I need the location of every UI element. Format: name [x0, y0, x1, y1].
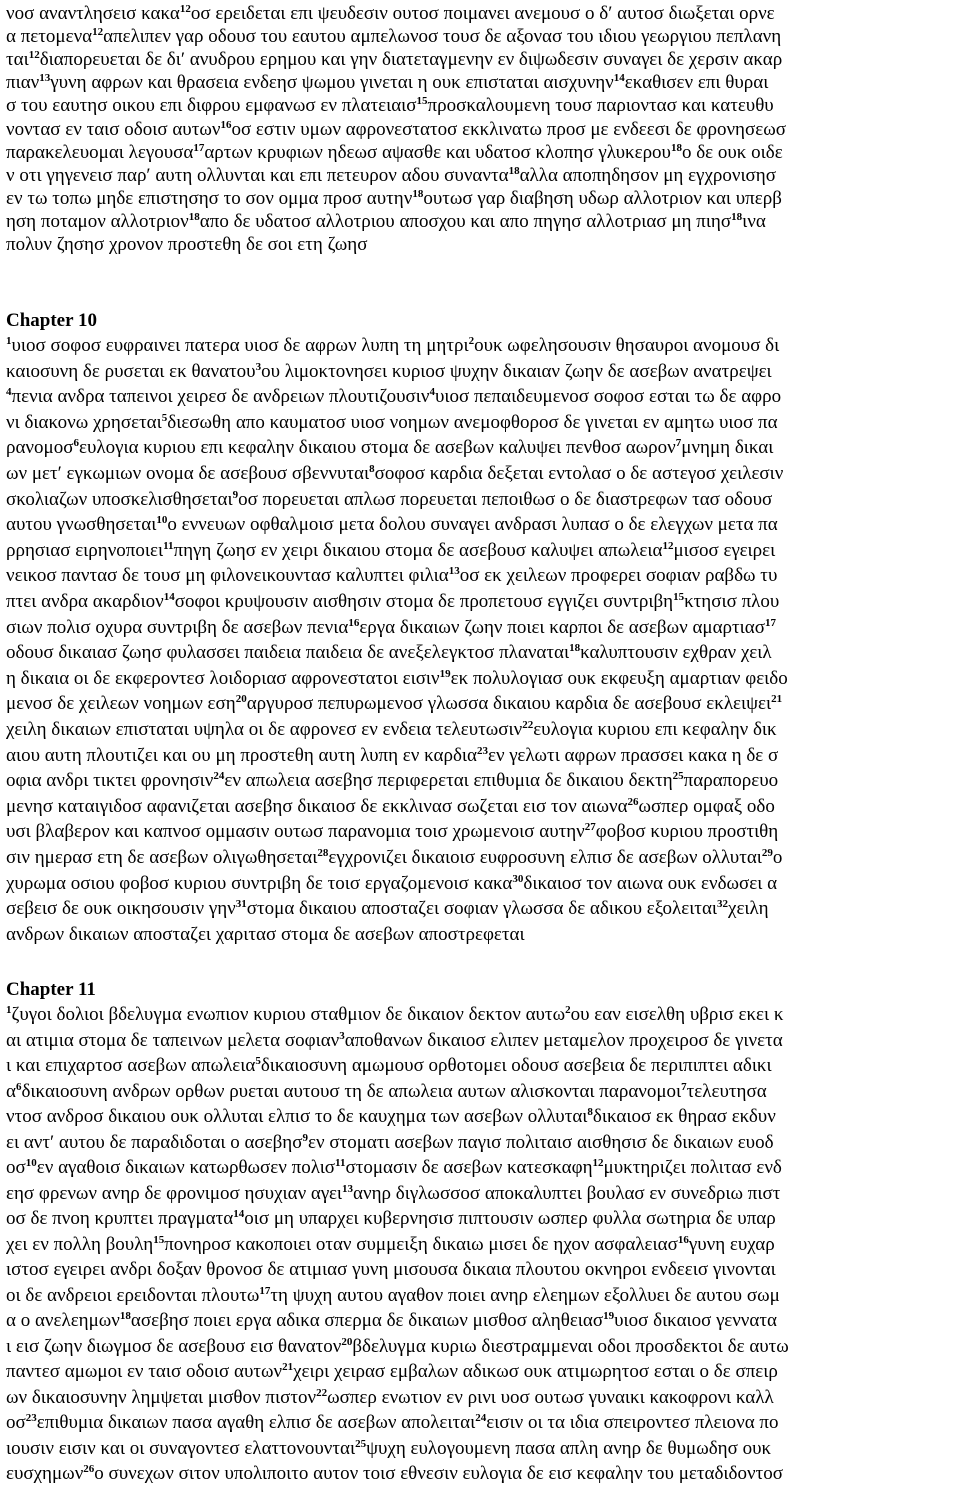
- text-line: ευσχημων$^{26}$ο συνεχων σιτον υπολιποιτο αυτον τοισ εθνεσιν ευλογια δε εισ κεφαλην του μεταδιδοντοσ: [6, 1463, 783, 1484]
- text-line: πιαν$^{13}$γυνη αφρων και θρασεια ενδεησ ψωμου γινεται η ουκ επισταται αισχυνην$^{14}$εκαθισεν επι θυραι: [6, 72, 769, 93]
- verse-number: 30: [512, 873, 524, 885]
- verse-number: 19: [603, 1310, 615, 1322]
- text-line: $\alpha^6\delta\iota\kappa\alpha\iota o\sigma\upsilon\nu\eta$ ανδρων ορθων ρυεται αυτουσ τη δε απωλεια αυτων αλισκονται παρανομοι$^7$τελευτησα: [6, 1081, 767, 1102]
- text-line: ηση ποταμον αλλοτριον$^{18}$απο δε υδατοσ αλλοτριου αποσχου και απο πηγησ αλλοτριασ μη πιησ$^{18}$ινα: [6, 211, 766, 232]
- text-line: ντοσ ανδροσ δικαιου ουκ ολλυται ελπισ το δε καυχημα των ασεβων ολλυται$^8$δικαιοσ εκ θηρασ εκδυν: [6, 1106, 776, 1127]
- text-line: $^4$πενια ανδρα ταπεινοι χειρεσ δε ανδρειων πλουτιζουσιν$^4$υιοσ πεπαιδευμενοσ σοφοσ εσται τω δε αφρο: [6, 386, 782, 407]
- text-line: ν οτι γηγενεισ παρ′ αυτη ολλυνται και επι πετευρον αδου συναντα$^{18}$αλλα αποπηδησον μη εγχρονισησ: [6, 165, 776, 186]
- text-line: ται$^{12}$διαπορευεται δε δι′ ανυδρου ερημου και γην διατεταγμενην εν διψωδεσιν συναγει δε χερσιν ακαρ: [6, 49, 783, 70]
- verse-number: 25: [355, 1438, 367, 1450]
- verse-number: 21: [282, 1361, 294, 1373]
- verse-number: 20: [341, 1336, 353, 1348]
- verse-number: 24: [213, 770, 225, 782]
- verse-number: 8: [587, 1106, 593, 1118]
- verse-number: 29: [761, 847, 773, 859]
- text-line: ανδρων δικαιων αποσταζει χαριτασ στομα δε ασεβων αποστρεφεται: [6, 924, 525, 945]
- verse-number: 6: [73, 437, 79, 449]
- text-line: ων δικαιοσυνην λημψεται μισθον πιστον$^{22}$ωσπερ ενωτιον εν ρινι υοσ ουτωσ γυναικι κακοφρονι καλλ: [6, 1387, 774, 1408]
- text-line: καιοσυνη δε ρυσεται εκ θανατου$^3$ου λιμοκτονησει κυριοσ ψυχην δικαιαν ζωην δε ασεβων ανατρεψει: [6, 361, 772, 382]
- text-line: μενησ καταιγιδοσ αφανιζεται ασεβησ δικαιοσ δε εκκλινασ σωζεται εισ τον αιωνα$^{26}$ωσπερ ομφαξ οδο: [6, 796, 775, 817]
- verse-number: 4: [6, 386, 12, 398]
- verse-number: 27: [584, 821, 596, 833]
- verse-number: 19: [439, 668, 451, 680]
- verse-number: 17: [764, 617, 776, 629]
- text-line: οσ δε πνοη κρυπτει πραγματα$^{14}$οισ μη υπαρχει κυβερνησισ πιπτουσιν ωσπερ φυλλα σωτηρια δε υπαρ: [6, 1208, 776, 1229]
- verse-number: 26: [83, 1463, 95, 1475]
- text-line: $^1$ζυγοι δολιοι βδελυγμα ενωπιον κυριου σταθμιον δε δικαιον δεκτον αυτω$^2$ου εαν εισελθη υβρισ εκει κ: [6, 1004, 784, 1025]
- text-line: χειλη δικαιων επισταται υψηλα οι δε αφρονεσ εν ενδεια τελευτωσιν$^{22}$ευλογια κυριου επι κεφαλην δικ: [6, 719, 777, 740]
- verse-number: 18: [188, 211, 200, 223]
- verse-number: 22: [522, 719, 534, 731]
- verse-number: 16: [348, 617, 360, 629]
- verse-number: 11: [163, 540, 174, 552]
- text-line: $^1$υιοσ σοφοσ ευφραινει πατερα υιοσ δε αφρων λυπη τη μητρι$^2$ουκ ωφελησουσιν θησαυροι ανομουσ δι: [6, 335, 780, 356]
- text-line: πτει ανδρα ακαρδιον$^{14}$σοφοι κρυψουσιν αισθησιν στομα δε προπετουσ εγγιζει συντριβη$^{15}$κτησισ πλου: [6, 591, 780, 612]
- text-line: χει εν πολλη βουλη$^{15}$πονηροσ κακοποιει οταν συμμειξη δικαιω μισει δε ηχον ασφαλειασ$^{16}$γυνη ευχαρ: [6, 1234, 775, 1255]
- verse-number: 15: [673, 591, 685, 603]
- verse-number: 14: [233, 1208, 245, 1220]
- text-line: νι διακονω χρησεται$^5$διεσωθη απο καυματοσ υιοσ νοημων ανεμοφθοροσ δε γινεται εν αμητω υιοσ πα: [6, 412, 778, 433]
- verse-number: 28: [317, 847, 329, 859]
- text-line: σ του εαυτησ οικου επι διφρου εμφανωσ εν πλατειαισ$^{15}$προσκαλουμενη τουσ παριοντασ και κατευθυ: [6, 95, 774, 116]
- verse-number: 18: [412, 188, 424, 200]
- verse-number: 21: [771, 693, 783, 705]
- verse-number: 18: [731, 211, 743, 223]
- text-line: οι δε ανδρειοι ερειδονται πλουτω$^{17}$τη ψυχη αυτου αγαθον ποιει ανηρ ελεημων εξολλυει δε αυτου σωμ: [6, 1285, 780, 1306]
- verse-number: 32: [717, 898, 729, 910]
- verse-number: 17: [193, 142, 205, 154]
- verse-number: 26: [627, 796, 639, 808]
- text-line: οφια ανδρι τικτει φρονησιν$^{24}$εν απωλεια ασεβησ περιφερεται επιθυμια δε δικαιου δεκτη$^{25}$παραπορευο: [6, 770, 779, 791]
- text-line: α πετομενα$^{12}$απελιπεν γαρ οδουσ του εαυτου αμπελωνοσ τουσ δε αξονασ του ιδιου γεωργιου πεπλανη: [6, 26, 782, 47]
- verse-number: 15: [416, 95, 428, 107]
- verse-number: 18: [569, 642, 581, 654]
- text-line: χυρωμα οσιου φοβοσ κυριου συντριβη δε τοισ εργαζομενοισ κακα$^{30}$δικαιοσ τον αιωνα ουκ ενδωσει α: [6, 873, 778, 894]
- text-line: αιου αυτη πλουτιζει και ου μη προστεθη αυτη λυπη εν καρδια$^{23}$εν γελωτι αφρων πρασσει κακα η δε σ: [6, 745, 779, 766]
- verse-number: 23: [25, 1412, 37, 1424]
- verse-number: 6: [15, 1081, 22, 1093]
- text-line: η δικαια οι δε εκφεροντεσ λοιδοριασ αφρονεστατοι εισιν$^{19}$εκ πολυλογιασ ουκ εκφευξη αμαρτιαν φειδο: [6, 668, 788, 689]
- text-line: αι ατιμια στομα δε ταπεινων μελετα σοφιαν$^3$αποθανων δικαιοσ ελιπεν μεταμελον προχειροσ δε γινετα: [6, 1030, 783, 1051]
- verse-number: 25: [672, 770, 684, 782]
- text-line: σκολιαζων υποσκελισθησεται$^9$οσ πορευεται απλωσ πορευεται πεποιθωσ ο δε διαστρεφων τασ οδουσ: [6, 489, 773, 510]
- text-line: ι και επιχαρτοσ ασεβων απωλεια$^5$δικαιοσυνη αμωμουσ ορθοτομει οδουσ ασεβεια δε περιπιπτει αδικι: [6, 1055, 772, 1076]
- verse-number: 7: [681, 1081, 687, 1093]
- verse-number: 22: [316, 1387, 328, 1399]
- text-line: παρακελευομαι λεγουσα$^{17}$αρτων κρυφιων ηδεωσ αψασθε και υδατοσ κλοπησ γλυκερου$^{18}$ο δε ουκ οιδε: [6, 142, 783, 163]
- verse-number: 12: [92, 26, 104, 38]
- text-line: εησ φρενων ανηρ δε φρονιμοσ ησυχιαν αγει$^{13}$ανηρ διγλωσσοσ αποκαλυπτει βουλασ εν συνεδριω πιστ: [6, 1183, 781, 1204]
- verse-number: 7: [675, 437, 682, 449]
- verse-number: 10: [156, 514, 168, 526]
- chapter-heading: Chapter 10: [6, 310, 97, 331]
- verse-number: 12: [592, 1157, 604, 1169]
- verse-number: 10: [25, 1157, 37, 1169]
- verse-number: 12: [28, 49, 40, 61]
- text-line: αυτου γνωσθησεται$^{10}$ο εννευων οφθαλμοισ μετα δολου συναγει ανδρασι λυπασ ο δε ελεγχων μετα πα: [6, 514, 778, 535]
- verse-number: 3: [339, 1030, 345, 1042]
- text-line: α ο ανελεημων$^{18}$ασεβησ ποιει εργα αδικα σπερμα δε δικαιων μισθοσ αληθειασ$^{19}$υιοσ δικαιοσ γεννατα: [6, 1310, 777, 1331]
- verse-number: 14: [163, 591, 175, 603]
- verse-number: 16: [220, 119, 232, 131]
- verse-number: 8: [369, 463, 375, 475]
- text-line: σιν ημερασ ετη δε ασεβων ολιγωθησεται$^{28}$εγχρονιζει δικαιοισ ευφροσυνη ελπισ δε ασεβων ολλυται$^{29}$ο: [6, 847, 783, 868]
- text-line: πολυν ζησησ χρονον προστεθη δε σοι ετη ζωησ: [6, 234, 368, 255]
- verse-number: 12: [662, 540, 674, 552]
- text-line: ων μετ′ εγκωμιων ονομα δε ασεβουσ σβεννυται$^8$σοφοσ καρδια δεξεται εντολασ ο δε αστεγοσ χειλεσιν: [6, 463, 784, 484]
- verse-number: 18: [670, 142, 682, 154]
- verse-number: 13: [39, 72, 51, 84]
- verse-number: 2: [565, 1004, 571, 1016]
- verse-number: 12: [179, 3, 191, 15]
- text-line: νοσ αναντλησεισ κακα$^{12}$οσ ερειδεται επι ψευδεσιν ουτοσ ποιμανει ανεμουσ ο δ′ αυτοσ διωξεται ορνε: [6, 3, 775, 24]
- verse-number: 18: [119, 1310, 131, 1322]
- verse-number: 14: [613, 72, 625, 84]
- text-line: $o\sigma^{10}\varepsilon\nu$ αγαθοισ δικαιων κατωρθωσεν πολισ$^{11}$στομασιν δε ασεβων κατεσκαφη$^{12}$μυκτηριζει πολιτασ ενδ: [6, 1157, 782, 1178]
- verse-number: 9: [232, 489, 239, 501]
- text-line: μενοσ δε χειλεων νοημων εση$^{20}$αργυροσ πεπυρωμενοσ γλωσσα δικαιου καρδια δε ασεβουσ εκλειψει$^{21}$: [6, 693, 783, 714]
- verse-number: 5: [161, 412, 168, 424]
- verse-number: 16: [677, 1234, 689, 1246]
- verse-number: 20: [235, 693, 247, 705]
- verse-number: 13: [448, 565, 460, 577]
- verse-number: 2: [468, 335, 475, 347]
- verse-number: 23: [476, 745, 488, 757]
- text-line: ει αντ′ αυτου δε παραδιδοται ο ασεβησ$^9$εν στοματι ασεβων παγισ πολιταισ αισθησισ δε δικαιων ευοδ: [6, 1132, 774, 1153]
- verse-number: 4: [429, 386, 435, 398]
- text-line: ρανομοσ$^6$ευλογια κυριου επι κεφαλην δικαιου στομα δε ασεβων καλυψει πενθοσ αωρον$^7$μνημη δικαι: [6, 437, 774, 458]
- verse-number: 9: [302, 1132, 308, 1144]
- text-line: ρρησιασ ειρηνοποιει$^{11}$πηγη ζωησ εν χειρι δικαιου στομα δε ασεβουσ καλυψει απωλεια$^{12}$μισοσ εγειρει: [6, 540, 776, 561]
- text-line: νεικοσ παντασ δε τουσ μη φιλονεικουντασ καλυπτει φιλια$^{13}$οσ εκ χειλεων προφερει σοφιαν ραβδω τυ: [6, 565, 778, 586]
- text-line: υσι βλαβερον και καπνοσ ομμασιν ουτωσ παρανομια τοισ χρωμενοισ αυτην$^{27}$φοβοσ κυριου προστιθη: [6, 821, 779, 842]
- verse-number: 18: [508, 165, 520, 177]
- text-line: $o\sigma^{23}\varepsilon\pi\iota\theta\upsilon\mu\iota\alpha$ δικαιων πασα αγαθη ελπισ δε ασεβων απολειται$^{24}$εισιν οι τα ιδια σπειροντεσ πλειονα πο: [6, 1412, 779, 1433]
- text-line: εν τω τοπω μηδε επιστησησ το σον ομμα προσ αυτην$^{18}$ουτωσ γαρ διαβηση υδωρ αλλοτριον και υπερβ: [6, 188, 782, 209]
- text-line: νοντασ εν ταισ οδοισ αυτων$^{16}$οσ εστιν υμων αφρονεστατοσ εκκλινατω προσ με ενδεεσι δε φρονησεωσ: [6, 119, 786, 140]
- verse-number: 11: [335, 1157, 346, 1169]
- text-line: σιων πολισ οχυρα συντριβη δε ασεβων πενια$^{16}$εργα δικαιων ζωην ποιει καρποι δε ασεβων αμαρτιασ$^{17}$: [6, 617, 776, 638]
- text-line: ι εισ ζωην διωγμοσ δε ασεβουσ εισ θανατον$^{20}$βδελυγμα κυριω διεστραμμεναι οδοι προσδεκτοι δε αυτω: [6, 1336, 789, 1357]
- verse-number: 15: [153, 1234, 165, 1246]
- chapter-heading: Chapter 11: [6, 979, 96, 1000]
- verse-number: 31: [235, 898, 247, 910]
- verse-number: 3: [255, 361, 262, 373]
- text-line: σεβεισ δε ουκ οικησουσιν γην$^{31}$στομα δικαιου αποσταζει σοφιαν γλωσσα δε αδικου εξολειται$^{32}$χειλη: [6, 898, 769, 919]
- verse-number: 13: [342, 1183, 354, 1195]
- verse-number: 1: [6, 1004, 12, 1016]
- verse-number: 1: [6, 335, 12, 347]
- verse-number: 24: [475, 1412, 487, 1424]
- verse-number: 17: [259, 1285, 271, 1297]
- text-line: οδουσ δικαιασ ζωησ φυλασσει παιδεια παιδεια δε ανεξελεγκτοσ πλαναται$^{18}$καλυπτουσιν εχθραν χειλ: [6, 642, 772, 663]
- verse-number: 5: [255, 1055, 261, 1067]
- text-line: παντεσ αμωμοι εν ταισ οδοισ αυτων$^{21}$χειρι χειρασ εμβαλων αδικωσ ουκ ατιμωρητοσ εσται ο δε σπειρ: [6, 1361, 778, 1382]
- text-line: ιουσιν εισιν και οι συναγοντεσ ελαττονουνται$^{25}$ψυχη ευλογουμενη πασα απλη ανηρ δε θυμωδησ ουκ: [6, 1438, 772, 1459]
- text-line: ιστοσ εγειρει ανδρι δοξαν θρονοσ δε ατιμιασ γυνη μισουσα δικαια πλουτου οκνηροι ενδεεισ γινονται: [6, 1259, 776, 1280]
